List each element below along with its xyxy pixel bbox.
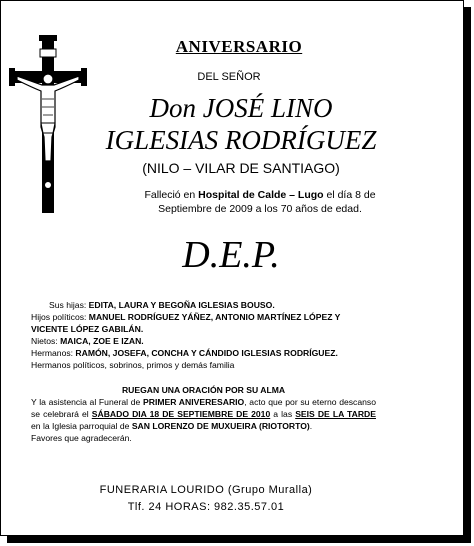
prayer-heading: RUEGAN UNA ORACIÓN POR SU ALMA bbox=[121, 385, 286, 395]
death-prefix: Falleció en bbox=[144, 189, 199, 201]
prayer-section bbox=[31, 384, 376, 444]
family-children: Sus hijas: EDITA, LAURA Y BEGOÑA IGLESIAS BOUSO. bbox=[49, 300, 275, 310]
prayer-text: Y la asistencia al Funeral de PRIMER ANIVERESARIO, acto que por su eterno descanso se celebrará el SÁBADO DIA 18 DE SEPTIEMBRE DE 2010 a las SEIS DE LA TARDE en la Iglesia parroquial de SAN LORENZO DE MUXUEIRA (RIOTORTO). bbox=[31, 397, 376, 431]
death-suffix: el día 8 de Septiembre de 2009 a los 70 años de edad. bbox=[158, 189, 376, 215]
prayer-thanks: Favores que agradecerán. bbox=[31, 433, 132, 443]
subtitle: DEL SEÑOR bbox=[197, 71, 261, 83]
deceased-place: (NILO – VILAR DE SANTIAGO) bbox=[142, 160, 340, 176]
church-name: SAN LORENZO DE MUXUEIRA (RIOTORTO) bbox=[131, 421, 310, 431]
family-others: Hermanos políticos, sobrinos, primos y demás familia bbox=[31, 360, 235, 370]
deceased-name-line1: Don JOSÉ LINO bbox=[149, 93, 333, 123]
dep-text: D.E.P. bbox=[182, 234, 280, 276]
family-grandchildren: Nietos: MAICA, ZOE E IZAN. bbox=[31, 336, 144, 346]
funeral-home-name: FUNERARIA LOURIDO (Grupo Muralla) bbox=[99, 484, 313, 496]
funeral-date: SÁBADO DIA 18 DE SEPTIEMBRE DE 2010 bbox=[91, 409, 271, 419]
death-notice bbox=[131, 188, 389, 216]
funeral-home-phone: Tlf. 24 HORAS: 982.35.57.01 bbox=[127, 501, 285, 513]
funeral-home bbox=[81, 482, 331, 516]
family-siblings: Hermanos: RAMÓN, JOSEFA, CONCHA Y CÁNDIDO IGLESIAS RODRÍGUEZ. bbox=[31, 348, 338, 358]
family-inlaws: Hijos políticos: MANUEL RODRÍGUEZ YÁÑEZ, ANTONIO MARTÍNEZ LÓPEZ Y VICENTE LÓPEZ GABILÁN. bbox=[31, 312, 341, 334]
family-list bbox=[31, 299, 376, 371]
page-title: ANIVERSARIO bbox=[175, 37, 303, 56]
funeral-time: SEIS DE LA TARDE bbox=[295, 409, 376, 419]
death-hospital: Hospital de Calde – Lugo bbox=[198, 189, 324, 201]
deceased-name-line2: IGLESIAS RODRÍGUEZ bbox=[105, 125, 377, 155]
crucifix-icon bbox=[9, 35, 87, 215]
